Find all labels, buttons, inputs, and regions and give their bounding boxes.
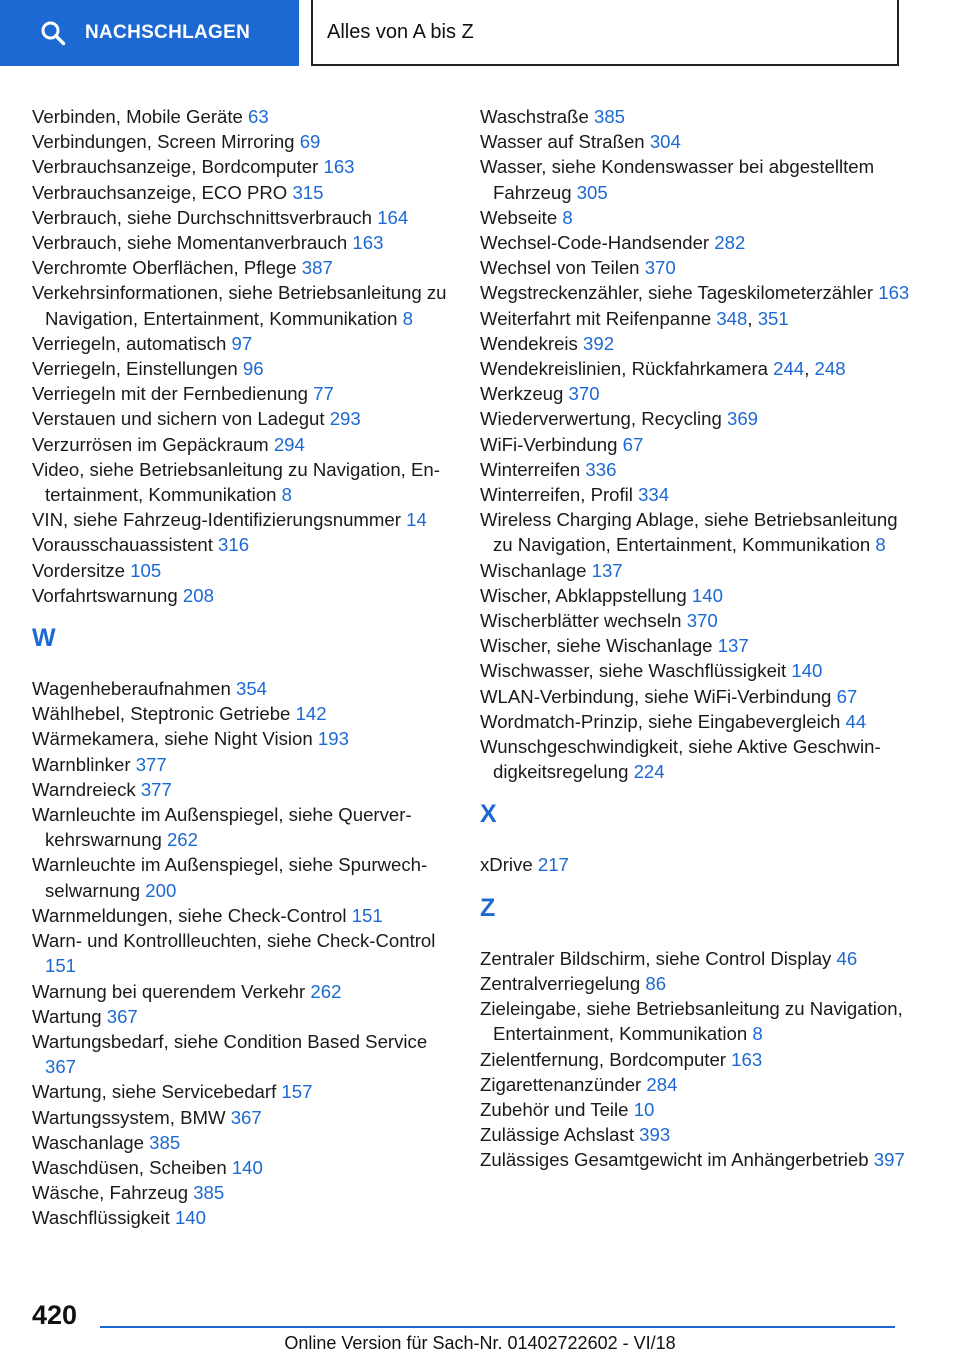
index-entry (480, 946, 910, 971)
page-link[interactable]: 305 (576, 181, 608, 203)
page-link[interactable]: 244 (773, 358, 805, 380)
page-link[interactable]: 224 (633, 761, 665, 783)
index-entry-term: Warnmeldungen, siehe Check-Control (32, 904, 352, 926)
page-link[interactable]: 370 (644, 257, 676, 279)
index-entry (480, 205, 910, 230)
index-entry (480, 658, 910, 683)
page-link[interactable]: 96 (242, 358, 264, 380)
index-entry-term: Verriegeln, Einstellungen (32, 358, 243, 380)
page-link[interactable]: 164 (377, 206, 409, 228)
index-entry (480, 1122, 910, 1147)
index-entry (32, 1130, 452, 1155)
page-link[interactable]: 217 (537, 854, 569, 876)
page-link[interactable]: 137 (717, 635, 749, 657)
page-link[interactable]: 200 (145, 879, 177, 901)
index-entry (480, 709, 910, 734)
index-entry (32, 1180, 452, 1205)
page-link[interactable]: 8 (562, 206, 573, 228)
page-link[interactable]: 69 (299, 131, 321, 153)
page-link[interactable]: 370 (568, 383, 600, 405)
page-link[interactable]: 315 (292, 181, 324, 203)
index-entry (480, 1097, 910, 1122)
index-entry-term: Wischer, siehe Wischanlage (480, 635, 718, 657)
index-entry (480, 104, 910, 129)
page-link[interactable]: 392 (583, 332, 615, 354)
page-link[interactable]: 44 (845, 710, 867, 732)
page-link[interactable]: 163 (323, 156, 355, 178)
index-entry-term: Wischer, Abklappstellung (480, 584, 692, 606)
index-entry (480, 1047, 910, 1072)
page-link[interactable]: 14 (406, 509, 427, 531)
page-link[interactable]: 8 (281, 484, 293, 506)
index-entry-term: Zigarettenanzünder (480, 1073, 647, 1095)
index-entry (32, 928, 452, 978)
index-entry-term: Wischanlage (480, 559, 592, 581)
footer-divider (100, 1326, 895, 1328)
index-entry: Wendekreislinien, Rückfahrkamera 244, 248 (480, 358, 846, 380)
page-link[interactable]: 140 (691, 584, 723, 606)
index-entry (32, 726, 452, 751)
index-entry (32, 852, 452, 902)
index-entry (32, 154, 452, 179)
index-entry-term: Vorausschauassistent (32, 534, 219, 556)
page-link[interactable]: 284 (646, 1073, 678, 1095)
index-entry (480, 583, 910, 608)
page-link[interactable]: 294 (273, 433, 305, 455)
index-entry-term: Warnblinker (32, 753, 136, 775)
index-entry-term: Winterreifen, Profil (480, 484, 639, 506)
index-entry-term: Warndreieck (32, 778, 141, 800)
index-entry (32, 457, 452, 507)
index-entry-term: Verbrauchsanzeige, Bordcomputer (32, 156, 324, 178)
index-entry-term: Wechsel von Teilen (480, 257, 645, 279)
index-entry (32, 1079, 452, 1104)
page-link[interactable]: 46 (836, 947, 858, 969)
footer-version-text: Online Version für Sach-Nr. 01402722602 - VI/18 (284, 1333, 676, 1353)
page-link[interactable]: 67 (622, 433, 644, 455)
index-entry (480, 1072, 910, 1097)
page-link[interactable]: 151 (351, 904, 383, 926)
index-entry-term: Wireless Charging Ablage, siehe Betriebsanleitung zu Navigation, Entertainment, Kommunikation (480, 509, 898, 556)
search-icon (40, 20, 66, 46)
index-entry-term: Waschstraße (480, 106, 594, 127)
page-link[interactable]: 63 (248, 106, 269, 127)
index-entry (32, 1205, 452, 1230)
index-entry-term: Wendekreislinien, Rückfahrkamera (480, 358, 774, 380)
page-number: 420 (32, 1300, 78, 1330)
index-entry-term: Verriegeln, automatisch (32, 332, 232, 354)
page-link[interactable]: 151 (45, 955, 77, 977)
index-entry-term: Vorfahrtswarnung (32, 584, 183, 606)
index-entry-term: Wasser, siehe Kondenswasser bei abgestelltem Fahrzeug (480, 156, 875, 203)
index-entry (32, 532, 452, 557)
index-entry-term: Warn- und Kontrollleuchten, siehe Check-Control (32, 930, 436, 952)
index-entry-term: Warnleuchte im Außenspiegel, siehe Spurwechselwarnung (32, 854, 428, 901)
index-entry-term: Wegstreckenzähler, siehe Tageskilometerzähler (480, 282, 879, 304)
index-entry (480, 734, 910, 784)
index-entry-term: Verbrauch, siehe Durchschnittsverbrauch (32, 206, 378, 228)
index-entry-term: Video, siehe Betriebsanleitung zu Navigation, Entertainment, Kommunikation (32, 458, 440, 506)
page-link[interactable]: 316 (218, 534, 250, 556)
index-entry (32, 802, 452, 852)
page-link[interactable]: 163 (731, 1048, 763, 1070)
index-entry (32, 280, 452, 330)
page-link[interactable]: 336 (585, 458, 617, 480)
index-entry-term: xDrive (480, 854, 538, 876)
page-link[interactable]: 97 (231, 332, 253, 354)
page-link[interactable]: 193 (317, 728, 349, 750)
index-entry-term: Zentraler Bildschirm, siehe Control Display (480, 947, 837, 969)
index-entry (480, 432, 910, 457)
index-entry-term: Wartungsbedarf, siehe Condition Based Service (32, 1030, 428, 1052)
index-entry-term: Warnleuchte im Außenspiegel, siehe Querverkehrswarnung (32, 804, 412, 851)
page-link[interactable]: 10 (633, 1098, 655, 1120)
index-entry (32, 406, 452, 431)
index-entry (480, 154, 910, 204)
index-entry-term: Wasser auf Straßen (480, 131, 650, 153)
index-entry-term: Wagenheberaufnahmen (32, 678, 236, 700)
index-entry-term: Zubehör und Teile (480, 1098, 634, 1120)
index-entry-term: Zentralverriegelung (480, 972, 646, 994)
index-entry (480, 406, 910, 431)
page-link[interactable]: 140 (174, 1207, 206, 1229)
index-entry-term: WiFi-Verbindung (480, 433, 623, 455)
index-entry (480, 457, 910, 482)
index-entry (32, 507, 452, 532)
index-entry (480, 381, 910, 406)
page-link[interactable]: 8 (402, 307, 413, 329)
index-entry-term: Wartung (32, 1005, 107, 1027)
page-link[interactable]: 367 (106, 1005, 138, 1027)
index-entry-term: WLAN-Verbindung, siehe WiFi-Verbindung (480, 685, 837, 707)
index-entry-term: Zielentfernung, Bordcomputer (480, 1048, 732, 1070)
index-entry-term: Wiederverwertung, Recycling (480, 408, 727, 430)
index-entry (32, 381, 452, 406)
index-entry (480, 507, 910, 557)
index-entry-term: Zulässiges Gesamtgewicht im Anhängerbetrieb (480, 1149, 874, 1171)
index-entry-term: Wartung, siehe Servicebedarf (32, 1081, 282, 1103)
index-entry-term: Waschdüsen, Scheiben (32, 1156, 232, 1178)
index-entry (32, 1105, 452, 1130)
page-link[interactable]: 334 (638, 484, 670, 506)
page-link[interactable]: 304 (649, 131, 681, 153)
index-entry (480, 608, 910, 633)
index-entry (480, 129, 910, 154)
index-entry (32, 331, 452, 356)
index-section-letter: W (32, 624, 56, 653)
index-entry (480, 633, 910, 658)
index-entry (32, 752, 452, 777)
index-entry-term: Webseite (480, 206, 563, 228)
page-link[interactable]: 262 (166, 829, 198, 851)
page-link[interactable]: 157 (281, 1081, 313, 1103)
index-entry-term: Verbrauch, siehe Momentanverbrauch (32, 232, 353, 254)
index-entry-term: Verstauen und sichern von Ladegut (32, 408, 330, 430)
page-link[interactable]: 208 (182, 584, 214, 606)
page-link[interactable]: 163 (878, 282, 910, 304)
index-section-letter: X (480, 800, 497, 829)
index-entry-term: Waschanlage (32, 1131, 150, 1153)
page-link[interactable]: 248 (814, 358, 846, 380)
page-link[interactable]: 67 (836, 685, 858, 707)
page-link[interactable]: 86 (645, 972, 667, 994)
index-entry (32, 432, 452, 457)
index-entry (32, 356, 452, 381)
page-link[interactable]: 348 (716, 307, 748, 329)
page-link[interactable]: 377 (135, 753, 167, 775)
page-link[interactable]: 140 (231, 1156, 263, 1178)
index-column-right (480, 104, 910, 1173)
page-link[interactable]: 367 (45, 1056, 77, 1078)
index-entry-term: Zieleingabe, siehe Betriebsanleitung zu Navigation, Entertainment, Kommunikation (480, 998, 903, 1045)
page-link[interactable]: 370 (686, 610, 718, 632)
index-entry-term: Wartungssystem, BMW (32, 1106, 231, 1128)
index-entry (32, 558, 452, 583)
index-entry (32, 777, 452, 802)
nachschlagen-label: NACHSCHLAGEN (85, 22, 251, 43)
top-bar (0, 0, 960, 66)
index-entry (480, 558, 910, 583)
page-link[interactable]: 142 (295, 703, 327, 725)
page-link[interactable]: 393 (639, 1124, 671, 1146)
index-entry-term: Verchromte Oberflächen, Pflege (32, 257, 302, 279)
topic-title: Alles von A bis Z (327, 20, 474, 43)
index-entry (32, 255, 452, 280)
index-entry-term: Wäsche, Fahrzeug (32, 1182, 194, 1204)
index-entry-term: Waschflüssigkeit (32, 1207, 175, 1229)
index-entry (32, 676, 452, 701)
page-link[interactable]: 8 (875, 534, 886, 556)
index-entry-term: Wischerblätter wechseln (480, 610, 687, 632)
index-entry (480, 996, 910, 1046)
index-entry-term: Verbindungen, Screen Mirroring (32, 131, 300, 153)
index-entry (32, 1029, 452, 1079)
nachschlagen-button[interactable] (0, 0, 299, 66)
page-link[interactable]: 77 (313, 383, 334, 405)
index-entry (480, 482, 910, 507)
index-entry (32, 701, 452, 726)
index-entry (32, 129, 452, 154)
index-entry (480, 1147, 910, 1172)
index-entry-term: Verkehrsinformationen, siehe Betriebsanleitung zu Navigation, Entertainment, Kommunikation (32, 282, 447, 329)
index-entry-term: Verriegeln mit der Fernbedienung (32, 383, 314, 405)
index-entry (480, 971, 910, 996)
index-entry: Weiterfahrt mit Reifenpanne 348, 351 (480, 307, 789, 329)
page-link[interactable]: 140 (791, 660, 823, 682)
index-entry (32, 104, 452, 129)
index-entry-term: Wischwasser, siehe Waschflüssigkeit (480, 660, 792, 682)
page-link[interactable]: 369 (726, 408, 759, 430)
index-entry-term: Wärmekamera, siehe Night Vision (32, 728, 318, 750)
index-entry-term: Verbinden, Mobile Geräte (32, 106, 249, 127)
index-entry-term: Verzurrösen im Gepäckraum (32, 433, 274, 455)
index-entry-term: Weiterfahrt mit Reifenpanne (480, 307, 717, 329)
index-entry-term: Wordmatch-Prinzip, siehe Eingabevergleich (480, 710, 846, 732)
page-link[interactable]: 293 (329, 408, 361, 430)
index-entry-term: Wendekreis (480, 332, 584, 354)
page-link[interactable]: 385 (594, 106, 626, 127)
page-link[interactable]: 385 (149, 1131, 181, 1153)
page-link[interactable]: 105 (130, 559, 162, 581)
page-link[interactable]: 8 (752, 1023, 763, 1045)
index-column-left (32, 104, 452, 1231)
index-entry (480, 331, 910, 356)
index-entry-term: Winterreifen (480, 458, 586, 480)
page-link[interactable]: 282 (714, 232, 746, 254)
page-link[interactable]: 377 (140, 778, 172, 800)
index-entry (480, 684, 910, 709)
index-section-letter: Z (480, 893, 496, 922)
page-link[interactable]: 262 (310, 980, 342, 1002)
index-entry-term: Wählhebel, Steptronic Getriebe (32, 703, 296, 725)
index-entry-term: Werkzeug (480, 383, 569, 405)
index-entry (480, 255, 910, 280)
index-entry (32, 903, 452, 928)
index-entry (480, 230, 910, 255)
page-link[interactable]: 387 (301, 257, 333, 279)
index-entry-term: Vordersitze (32, 559, 131, 581)
page-link[interactable]: 385 (193, 1182, 225, 1204)
index-entry-term: Warnung bei querendem Verkehr (32, 980, 311, 1002)
index-entry-term: Zulässige Achslast (480, 1124, 640, 1146)
index-entry-term: Wunschgeschwindigkeit, siehe Aktive Geschwindigkeitsregelung (480, 736, 881, 783)
page-link[interactable]: 137 (591, 559, 623, 581)
page-link[interactable]: 163 (352, 232, 384, 254)
index-entry (32, 180, 452, 205)
index-entry-term: VIN, siehe Fahrzeug-Identifizierungsnummer (32, 509, 407, 531)
page-link[interactable]: 354 (236, 678, 268, 700)
index-entry (32, 230, 452, 255)
page-link[interactable]: 397 (873, 1149, 905, 1171)
topic-tab[interactable] (311, 0, 899, 66)
index-entry (32, 979, 452, 1004)
page-link[interactable]: 367 (230, 1106, 262, 1128)
index-entry-term: Wechsel-Code-Handsender (480, 232, 715, 254)
page-link[interactable]: 351 (757, 307, 789, 329)
index-entry (32, 205, 452, 230)
index-entry-term: Verbrauchsanzeige, ECO PRO (32, 181, 293, 203)
index-entry (32, 1004, 452, 1029)
index-entry (480, 280, 910, 305)
index-entry (32, 1155, 452, 1180)
